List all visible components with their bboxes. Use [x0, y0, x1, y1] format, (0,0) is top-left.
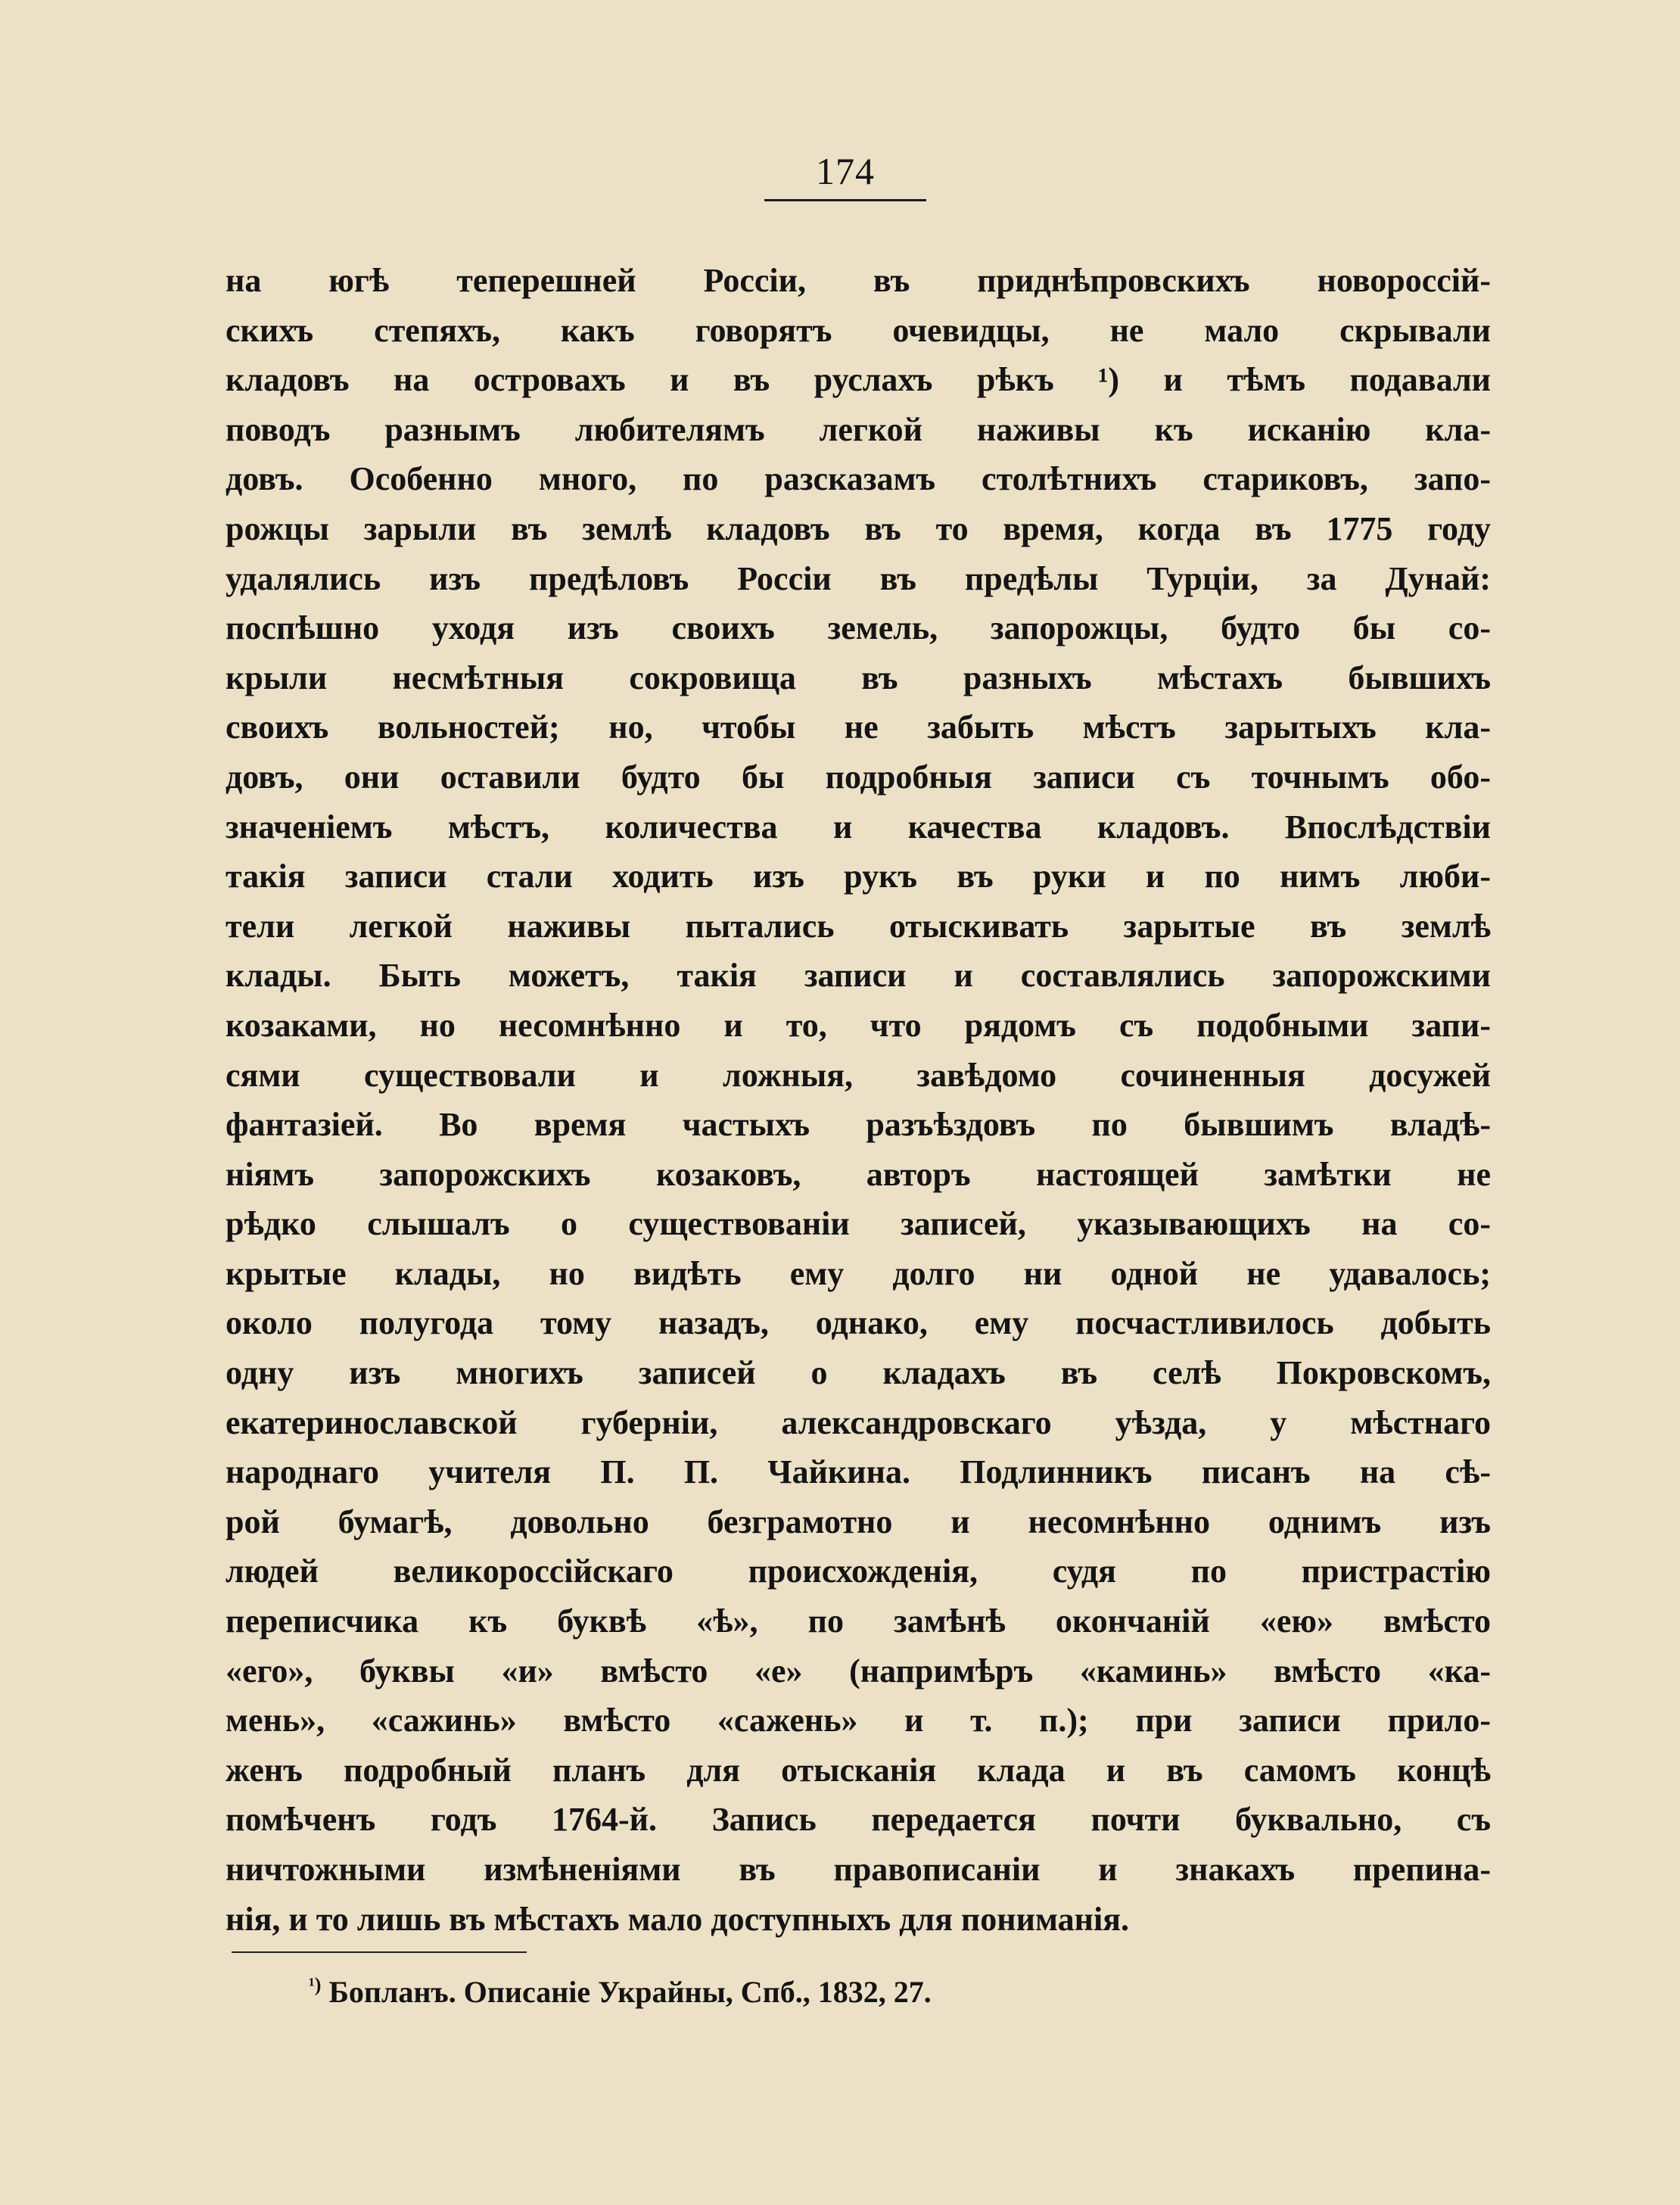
text-line: женъ подробный планъ для отысканія клада и въ самомъ концѣ — [226, 1751, 1491, 1789]
footnote-text: Бопланъ. Описаніе Украйны, Спб., 1832, 27. — [328, 1975, 932, 2009]
page-number: 174 — [816, 150, 875, 192]
page-number-underline — [764, 199, 926, 201]
text-line: екатеринославской губерніи, александровскаго уѣзда, у мѣстнаго — [226, 1403, 1491, 1441]
text-line: довъ, они оставили будто бы подробныя записи съ точнымъ обо- — [226, 758, 1491, 796]
text-line: поводъ разнымъ любителямъ легкой наживы къ исканiю кла- — [226, 410, 1491, 448]
text-line: около полугода тому назадъ, однако, ему посчастливилось добыть — [226, 1304, 1491, 1342]
text-line: кладовъ на островахъ и въ руслахъ рѣкъ ¹) и тѣмъ подавали — [226, 361, 1491, 399]
text-line: козаками, но несомнѣнно и то, что рядомъ съ подобными запи- — [226, 1006, 1491, 1044]
text-line: клады. Быть можетъ, такія записи и составлялись запорожскими — [226, 957, 1491, 995]
text-line: ничтожными измѣненіями въ правописаніи и знакахъ препина- — [226, 1851, 1491, 1888]
footnote-marker: ¹) — [309, 1973, 322, 1996]
text-line: ніямъ запорожскихъ козаковъ, авторъ настоящей замѣтки не — [226, 1155, 1491, 1193]
text-line: своихъ вольностей; но, чтобы не забыть мѣстъ зарытыхъ кла- — [226, 709, 1491, 746]
text-line: удалялись изъ предѣловъ Россіи въ предѣлы Турціи, за Дунай: — [226, 559, 1491, 597]
text-line: такія записи стали ходить изъ рукъ въ руки и по нимъ люби- — [226, 858, 1491, 895]
text-line: рожцы зарыли въ землѣ кладовъ въ то время, когда въ 1775 году — [226, 509, 1491, 547]
text-line: переписчика къ буквѣ «ѣ», по замѣнѣ окончаній «ею» вмѣсто — [226, 1602, 1491, 1640]
footnote — [309, 1974, 932, 2010]
text-line: одну изъ многихъ записей о кладахъ въ селѣ Покровскомъ, — [226, 1354, 1491, 1392]
text-line: на югѣ теперешней Россіи, въ приднѣпровскихъ новороссiй- — [226, 262, 1491, 299]
text-line: нія, и то лишь въ мѣстахъ мало доступныхъ для пониманія. — [226, 1900, 1130, 1938]
text-line: значеніемъ мѣстъ, количества и качества кладовъ. Впослѣдствіи — [226, 808, 1491, 846]
text-line: сями существовали и ложныя, завѣдомо сочиненныя досужей — [226, 1056, 1491, 1094]
text-line: помѣченъ годъ 1764-й. Запись передается почти буквально, съ — [226, 1801, 1491, 1839]
text-line: мень», «сажинь» вмѣсто «сажень» и т. п.); при записи прило- — [226, 1702, 1491, 1739]
text-line: скихъ степяхъ, какъ говорятъ очевидцы, не мало скрывали — [226, 311, 1491, 349]
text-line: рѣдко слышалъ о существованіи записей, указывающихъ на со- — [226, 1205, 1491, 1243]
main-text — [226, 256, 1491, 1944]
text-line: крыли несмѣтныя сокровища въ разныхъ мѣстахъ бывшихъ — [226, 659, 1491, 696]
text-line: поспѣшно уходя изъ своихъ земель, запорожцы, будто бы со- — [226, 609, 1491, 647]
text-line: людей великороссійскаго происхожденія, судя по пристрастію — [226, 1553, 1491, 1590]
text-line: тели легкой наживы пытались отыскивать зарытые въ землѣ — [226, 907, 1491, 945]
text-line: «его», буквы «и» вмѣсто «е» (напримѣръ «каминь» вмѣсто «ка- — [226, 1652, 1491, 1690]
text-line: фантазіей. Во время частыхъ разъѣздовъ по бывшимъ владѣ- — [226, 1106, 1491, 1144]
text-line: довъ. Особенно много, по разсказамъ столѣтнихъ стариковъ, запо- — [226, 460, 1491, 498]
text-line: народнаго учителя П. П. Чайкина. Подлинникъ писанъ на сѣ- — [226, 1453, 1491, 1491]
text-line: крытые клады, но видѣть ему долго ни одной не удавалось; — [226, 1254, 1491, 1292]
footnote-separator — [232, 1951, 527, 1953]
text-line: рой бумагѣ, довольно безграмотно и несомнѣнно однимъ изъ — [226, 1503, 1491, 1540]
